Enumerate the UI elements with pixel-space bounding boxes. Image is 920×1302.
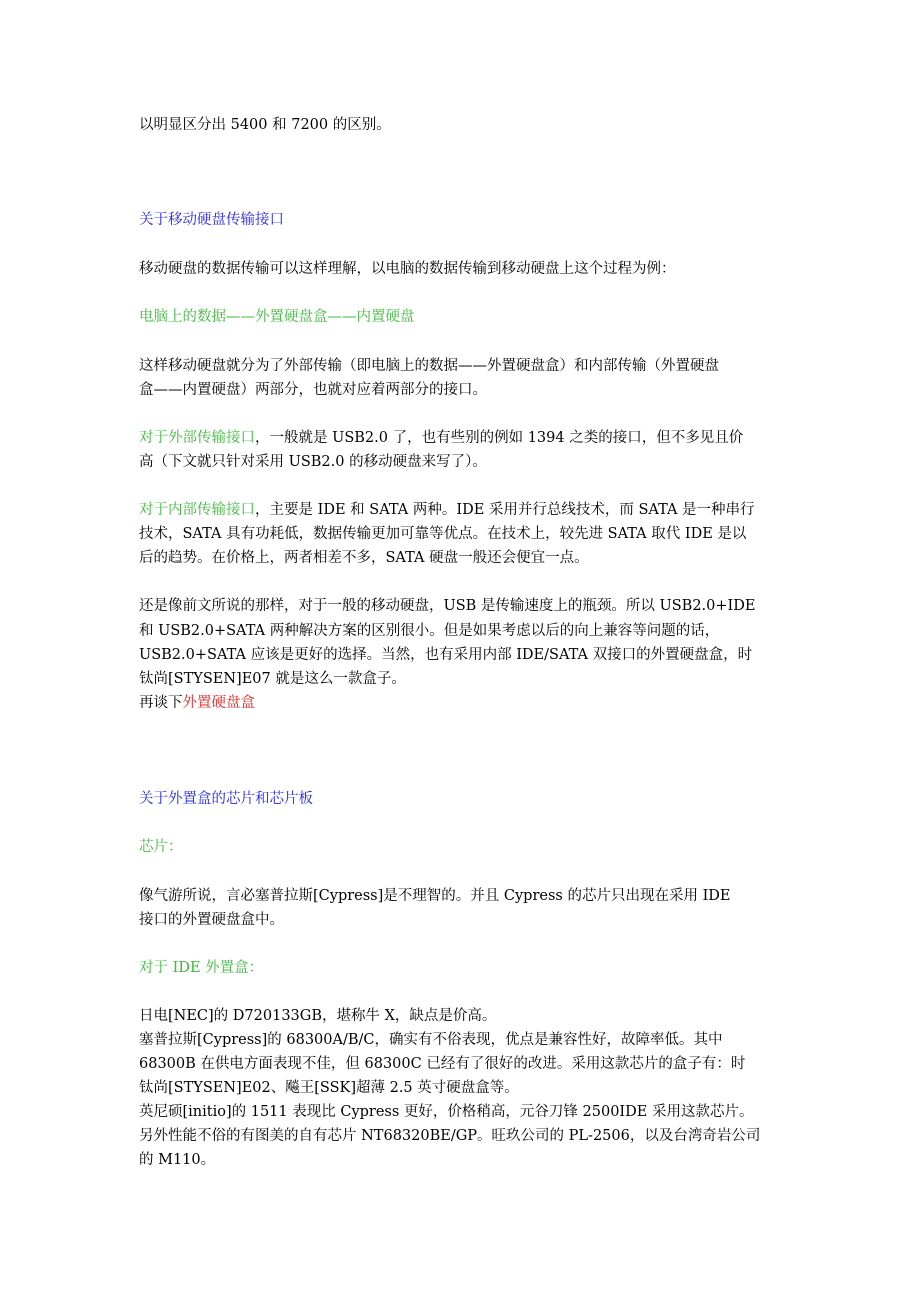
internal-interface-line-2: 技术，SATA 具有功耗低，数据传输更加可靠等优点。在技术上，较先进 SATA 取代 IDE 是以 bbox=[139, 526, 747, 542]
more-prefix: 再谈下 bbox=[139, 695, 183, 711]
ide-chip-line-6: 另外性能不俗的有图美的自有芯片 NT68320BE/GP。旺玖公司的 PL-2506，以及台湾奇岩公司 bbox=[139, 1128, 761, 1144]
cypress-paragraph-line-1: 像气游所说，言必塞普拉斯[Cypress]是不理智的。并且 Cypress 的芯片只出现在采用 IDE bbox=[139, 888, 731, 904]
ide-chip-line-2: 塞普拉斯[Cypress]的 68300A/B/C，确实有不俗表现，优点是兼容性好，故障率低。其中 bbox=[139, 1032, 723, 1048]
internal-interface-line-3: 后的趋势。在价格上，两者相差不多，SATA 硬盘一般还会便宜一点。 bbox=[139, 550, 589, 566]
chips-label: 芯片： bbox=[139, 839, 183, 855]
cypress-paragraph-line-2: 接口的外置硬盘盒中。 bbox=[139, 912, 284, 928]
ide-chip-line-4: 钛尚[STYSEN]E02、飚王[SSK]超薄 2.5 英寸硬盘盒等。 bbox=[139, 1080, 519, 1096]
ide-chip-line-7: 的 M110。 bbox=[139, 1152, 216, 1168]
transfer-paragraph-1: 移动硬盘的数据传输可以这样理解，以电脑的数据传输到移动硬盘上这个过程为例： bbox=[139, 261, 676, 277]
ide-enclosure-label: 对于 IDE 外置盒： bbox=[139, 960, 264, 976]
external-interface-label: 对于外部传输接口 bbox=[139, 430, 255, 446]
external-interface-line-1 bbox=[139, 426, 743, 450]
transfer-paragraph-2-line-1: 这样移动硬盘就分为了外部传输（即电脑上的数据——外置硬盘盒）和内部传输（外置硬盘 bbox=[139, 358, 719, 374]
internal-interface-text: ，主要是 IDE 和 SATA 两种。IDE 采用并行总线技术，而 SATA 是一种串行 bbox=[255, 502, 755, 518]
usb-paragraph-line-2: 和 USB2.0+SATA 两种解决方案的区别很小。但是如果考虑以后的向上兼容等问题的话， bbox=[139, 623, 720, 639]
usb-paragraph-line-4: 钛尚[STYSEN]E07 就是这么一款盒子。 bbox=[139, 671, 406, 687]
external-enclosure-link[interactable]: 外置硬盘盒 bbox=[182, 695, 255, 711]
transfer-paragraph-2-line-2: 盒——内置硬盘）两部分，也就对应着两部分的接口。 bbox=[139, 382, 487, 398]
heading-chips: 关于外置盒的芯片和芯片板 bbox=[139, 791, 313, 807]
internal-interface-label: 对于内部传输接口 bbox=[139, 502, 255, 518]
ide-chip-line-3: 68300B 在供电方面表现不佳，但 68300C 已经有了很好的改进。采用这款芯片的盒子有：时 bbox=[139, 1056, 746, 1072]
intro-paragraph: 以明显区分出 5400 和 7200 的区别。 bbox=[139, 117, 391, 133]
external-interface-text: ，一般就是 USB2.0 了，也有些别的例如 1394 之类的接口，但不多见且价 bbox=[255, 430, 744, 446]
external-interface-line-2: 高（下文就只针对采用 USB2.0 的移动硬盘来写了）。 bbox=[139, 454, 487, 470]
heading-transfer-interface: 关于移动硬盘传输接口 bbox=[139, 212, 284, 228]
ide-chip-line-5: 英尼硕[initio]的 1511 表现比 Cypress 更好，价格稍高，元谷刀锋 2500IDE 采用这款芯片。 bbox=[139, 1104, 754, 1120]
usb-paragraph-line-3: USB2.0+SATA 应该是更好的选择。当然，也有采用内部 IDE/SATA 双接口的外置硬盘盒，时 bbox=[139, 647, 753, 663]
internal-interface-line-1 bbox=[139, 498, 755, 522]
transfer-chain-line: 电脑上的数据——外置硬盘盒——内置硬盘 bbox=[139, 309, 415, 325]
usb-paragraph-line-1: 还是像前文所说的那样，对于一般的移动硬盘，USB 是传输速度上的瓶颈。所以 USB2.0+IDE bbox=[139, 598, 756, 614]
ide-chip-line-1: 日电[NEC]的 D720133GB，堪称牛 X，缺点是价高。 bbox=[139, 1008, 497, 1024]
more-line bbox=[139, 691, 255, 715]
